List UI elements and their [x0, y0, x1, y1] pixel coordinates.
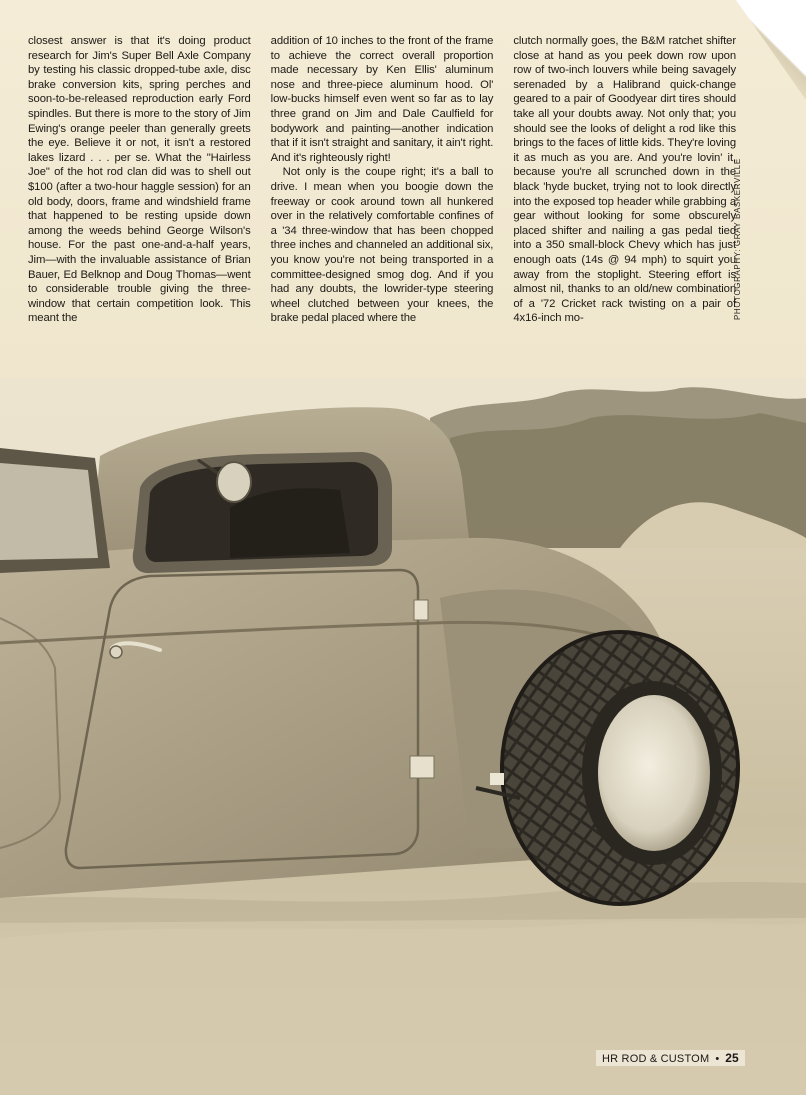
page-corner-fold [736, 0, 806, 100]
article-column-2 [271, 34, 494, 326]
side-mirror [217, 462, 251, 502]
page-footer [596, 1050, 745, 1066]
article-columns [28, 34, 736, 326]
footer-separator: • [715, 1053, 720, 1065]
sand-foreground [0, 922, 806, 1095]
suspension-mount [490, 773, 504, 785]
column-2-paragraph-1: addition of 10 inches to the front of the frame to achieve the correct overall proportion made necessary by Ken Ellis' aluminum nose and three-piece aluminum hood. Ol' low-bucks himself even went so far as to lay three grand on Jim and Dale Caulfield for bodywork and painting—another indication that if it isn't straight and sanitary, it ain't right. And it's righteously right! [270, 35, 494, 164]
door-handle-knob [110, 646, 122, 658]
windshield-glass [0, 463, 98, 560]
magazine-name: HR ROD & CUSTOM [602, 1053, 710, 1065]
page-number: 25 [725, 1051, 739, 1065]
door-hinge-lower [410, 756, 434, 778]
car-photo [0, 378, 806, 1095]
article-column-3 [513, 34, 736, 326]
car-photo-illustration [0, 378, 806, 1095]
photo-credit: PHOTOGRAPHY: GRAY BASKERVILLE [733, 158, 742, 320]
column-1-paragraph-1: closest answer is that it's doing product research for Jim's Super Bell Axle Company by testing his classic dropped-tube axle, disc brake conversion kits, spring perches and soon-to-be-released reproduction early Ford spindles. But there is more to the story of Jim Ewing's orange peeler than generally greets the eye. Believe it or not, it isn't a restored lakes lizard . . . per se. What the "Hairless Joe" of the hot rod clan did was to shell out $100 (after a two-hour haggle session) for an old body, doors, frame and windshield frame that happened to be resting upside down among the weeds behind George Wilson's house. For the past one-and-a-half years, Jim—with the invaluable assistance of Brian Bauer, Ed Belknop and Doug Thomas—went to considerable trouble giving the three-window that certain competition look. This meant the [28, 35, 251, 325]
article-column-1 [28, 34, 251, 326]
door-hinge-upper [414, 600, 428, 620]
column-3-paragraph-1: clutch normally goes, the B&M ratchet shifter close at hand as you peek down row upon row of two-inch louvers while being savagely serenaded by a Halibrand quick-change geared to a pair of Goodyear dirt tires should take all your doubts away. Not only that; you should see the looks of delight a rod like this brings to the faces of little kids. They're loving it as much as you are. And you're lovin' it, because you're all scrunched down in the black 'hyde bucket, trying not to look directly into the exposed top header while grabbing a gear without looking for some obscurely placed shifter and nailing a gas pedal tied into a 350 small-block Chevy which has just enough oats (14s @ 94 mph) to squirt you away from the stoplight. Steering effort is almost nil, thanks to an old/new combination of a '72 Cricket rack twisting on a pair of 4x16-inch mo- [513, 35, 737, 325]
hubcap [598, 695, 710, 851]
interior-seat [230, 488, 350, 558]
column-2-paragraph-2: Not only is the coupe right; it's a ball to drive. I mean when you boogie down the freeway or cook around town all hunkered over in the relatively comfortable confines of a '34 three-window that has been chopped three inches and channeled an additional six, you know you're not being transported in a committee-designed smog dog. And if you had any doubts, the lowrider-type steering wheel clutched between your knees, the brake pedal placed where the [270, 166, 494, 325]
